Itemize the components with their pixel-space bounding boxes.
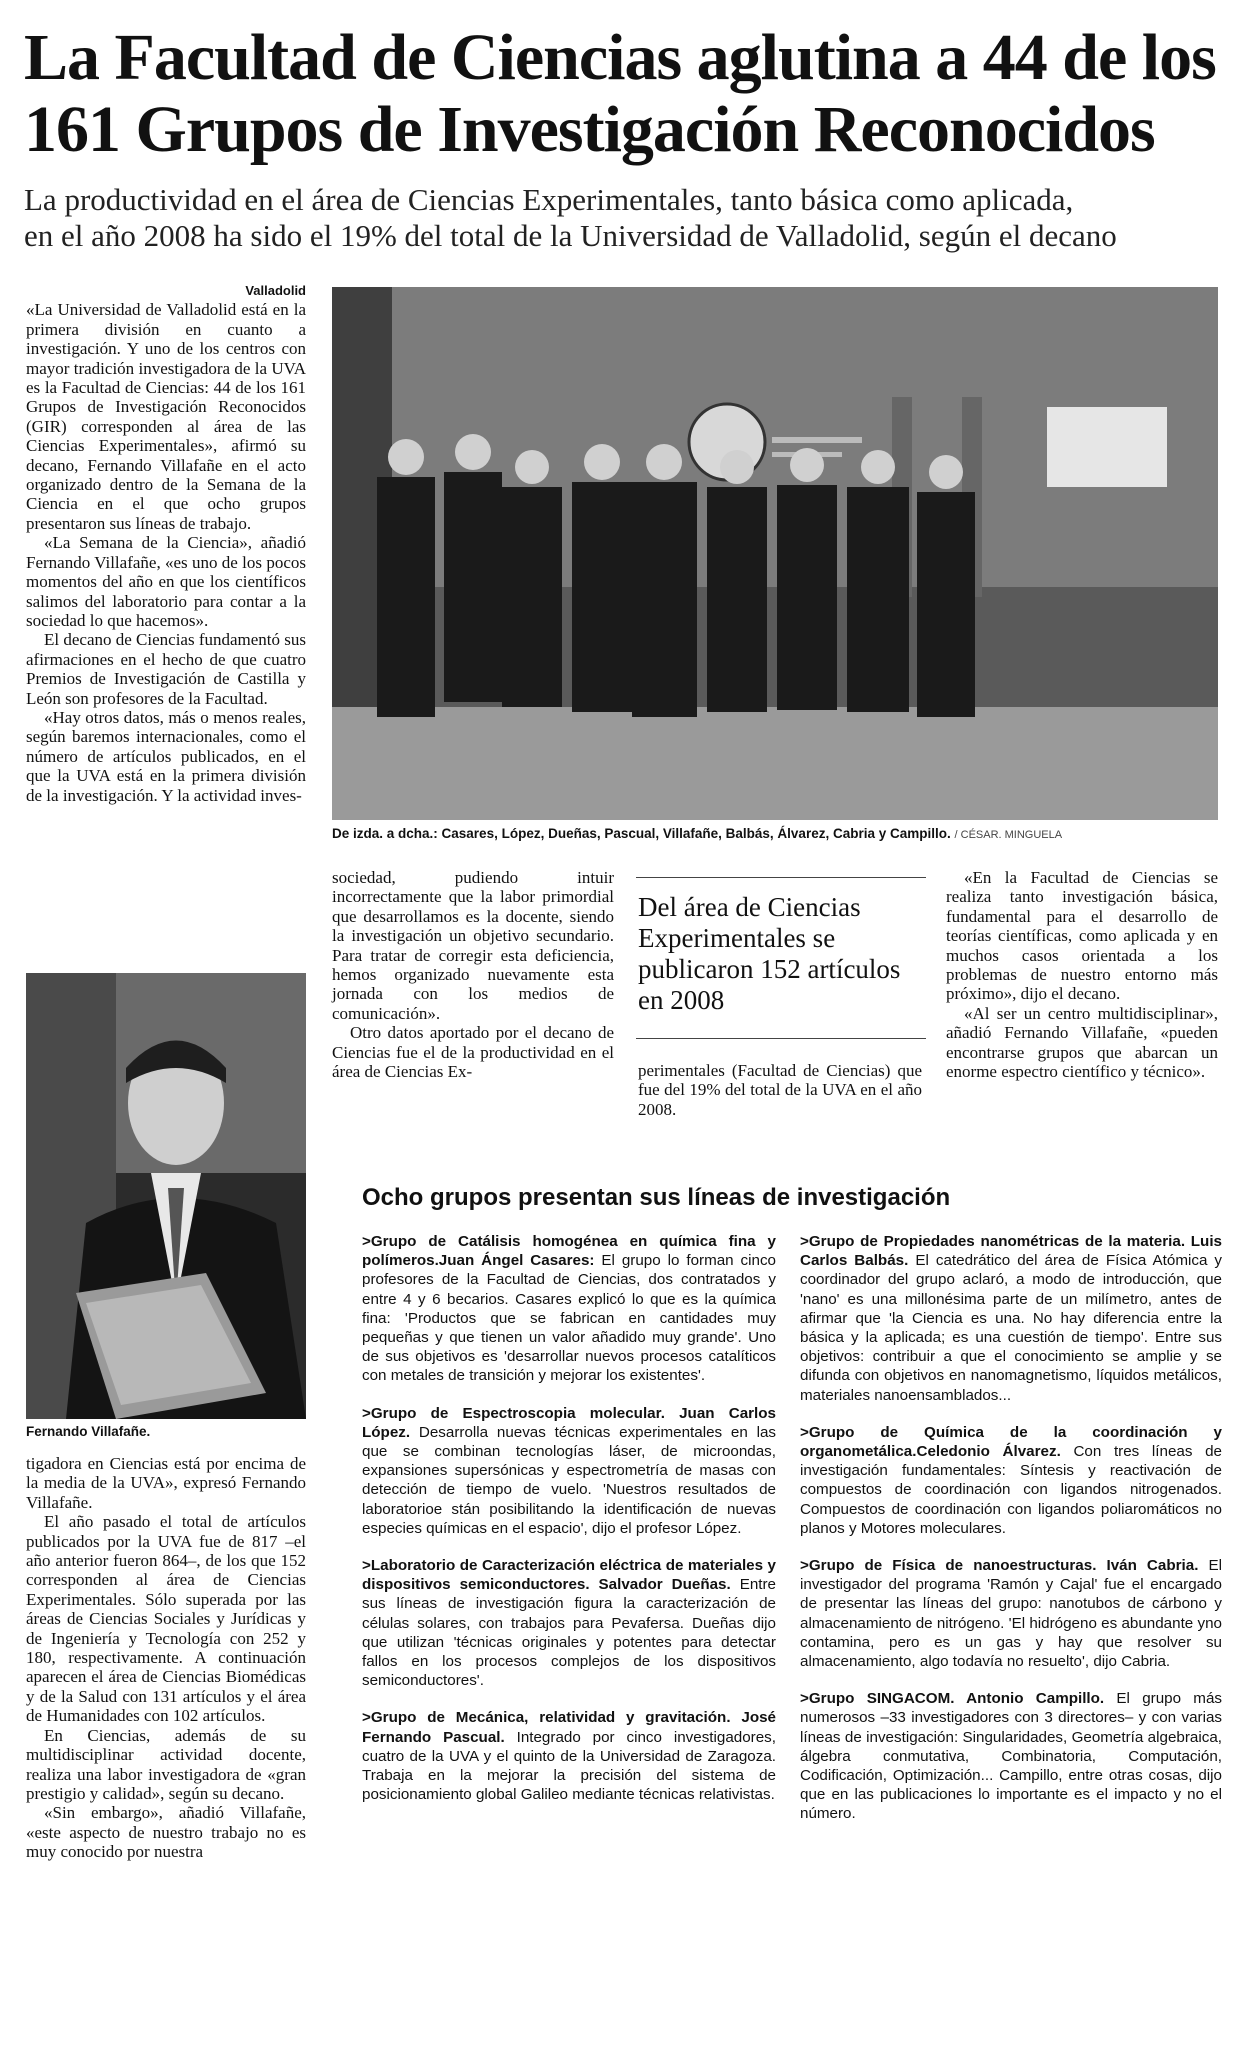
paragraph: «En la Facultad de Ciencias se realiza tanto investigación básica, fundamental para el desarrollo de teorías científicas, como aplicada y en muchos casos orientada a los problemas de nuestro entorno más próximo», dijo el decano. <box>946 868 1218 1004</box>
paragraph: El año pasado el total de artículos publicados por la UVA fue de 817 –el año anterior fueron 864–, de los que 152 corresponden al área de Ciencias Experimentales. Sólo superada por las áreas de Ciencias Sociales y Jurídicas y de Ingeniería y Tecnología con 252 y 180, respectivamente. A continuación aparecen el área de Ciencias Biomédicas y de la Salud con 131 artículos y el área de Humanidades con 102 artículos. <box>26 1512 306 1726</box>
subhead-line-1: La productividad en el área de Ciencias Experimentales, tanto básica como aplicada, <box>24 182 1074 217</box>
group-lead: >Grupo de Química de la coordinación y organometálica.Celedonio Álvarez. <box>800 1423 1222 1461</box>
group-lead: >Grupo SINGACOM. Antonio Campillo. <box>800 1690 1105 1708</box>
groups-left-column <box>362 1232 776 1822</box>
paragraph: El decano de Ciencias fundamentó sus afirmaciones en el hecho de que cuatro Premios de Investigación de Castilla y León son profesores de la Facultad. <box>26 630 307 708</box>
group-entry <box>800 1423 1222 1538</box>
group-lead: >Grupo de Propiedades nanométricas de la materia. Luis Carlos Balbás. <box>800 1233 1222 1270</box>
photo-credit: / CÉSAR. MINGUELA <box>954 829 1063 841</box>
pullquote: Del área de Ciencias Experimentales se publicaron 152 artículos en 2008 <box>638 892 901 1015</box>
portrait-caption: Fernando Villafañe. <box>26 1424 151 1439</box>
group-lead: >Laboratorio de Caracterización eléctrica de materiales y dispositivos semiconductores. Salvador Dueñas. <box>362 1557 776 1594</box>
group-text: El grupo lo forman cinco profesores de la Facultad de Ciencias, dos contratados y entre 4 y 6 becarios. Casares explicó lo que es la química fina: 'Productos que se fabrican en cantidades muy pequeñas y que tienen un valor añadido muy grande'. Uno de sus objetivos es 'desarrollar nuevos procesos catalíticos con metales de transición y mejorar los existentes'. <box>362 1252 776 1385</box>
group-lead: >Grupo de Espectroscopia molecular. Juan Carlos López. <box>362 1404 776 1441</box>
paragraph: «La Semana de la Ciencia», añadió Fernando Villafañe, «es uno de los pocos momentos del año en que los científicos salimos del laboratorio para contar a la sociedad lo que hacemos». <box>26 533 306 630</box>
paragraph: «Al ser un centro multidisciplinar», añadió Fernando Villafañe, «pueden encontrarse grupos que abarcan un enorme espectro científico y técnico». <box>946 1003 1218 1082</box>
group-lead: >Grupo de Física de nanoestructuras. Iván Cabria. <box>800 1557 1199 1575</box>
subhead-line-2: en el año 2008 ha sido el 19% del total de la Universidad de Valladolid, según el decano <box>24 218 1117 253</box>
group-text: El grupo más numerosos –33 investigadores con 3 directores– y con varias líneas de investigación: Singularidades, Geometría algebraica, álgebra conmutativa, Combinatoria, Computación, Codificación, Optimización... Campillo, entre otras cosas, dijo que en las publicaciones lo importante es el impacto y no el número. <box>800 1690 1222 1823</box>
paragraph: sociedad, pudiendo intuir incorrectamente que la labor primordial que desarrollamos es la docente, siendo la investigación un objetivo secundario. Para tratar de corregir esta deficiencia, hemos organizado nuevamente esta jornada con los medios de comunicación». <box>332 868 614 1023</box>
subheadline <box>24 182 1224 254</box>
headline <box>24 22 1224 166</box>
headline-line-1: La Facultad de Ciencias aglutina a 44 de los <box>24 21 1216 94</box>
group-lead: >Grupo de Catálisis homogénea en química fina y polímeros.Juan Ángel Casares: <box>362 1233 776 1270</box>
group-entry <box>362 1556 776 1690</box>
group-photo-icon <box>332 287 1218 820</box>
group-text: Entre sus líneas de investigación figura la caracterización de células solares, con trabajos para Pevafersa. Dueñas dijo que utilizan 'técnicas originales y potentes para detectar fallos en los procesos complejos de los dispositivos semiconductores'. <box>362 1576 777 1690</box>
group-entry <box>362 1232 776 1386</box>
groups-right-column <box>800 1232 1222 1842</box>
column-2 <box>332 868 614 1081</box>
column-3 <box>638 1061 922 1119</box>
pullquote-rule-top <box>636 877 926 878</box>
groups-section-title: Ocho grupos presentan sus líneas de investigación <box>362 1184 951 1211</box>
column-1-bottom <box>26 1454 306 1862</box>
group-lead: >Grupo de Mecánica, relatividad y gravitación. José Fernando Pascual. <box>362 1709 776 1746</box>
group-entry <box>800 1232 1222 1405</box>
group-text: Integrado por cinco investigadores, cuatro de la UVA y el quinto de la Universidad de Zaragoza. Trabaja en la mejorar la precisión del sistema de posicionamiento global Galileo mediante técnicas relativistas. <box>362 1728 776 1804</box>
portrait-photo <box>26 973 306 1419</box>
group-text: El catedrático del área de Física Atómica y coordinador del grupo aclaró, a modo de introducción, que 'nano' es una millonésima parte de un milímetro, antes de afirmar que 'la Ciencia es una. No hay diferencia entre la básica y la aplicada; es una cuestión de tiempo'. Entre sus objetivos: contribuir a que el conocimiento se amplie y se difunda con objetivos en nanomagnetismo, líquidos metálicos, materiales nanoensamblados... <box>800 1252 1223 1404</box>
group-entry <box>362 1404 776 1538</box>
group-entry <box>362 1708 776 1804</box>
paragraph: «Sin embargo», añadió Villafañe, «este aspecto de nuestro trabajo no es muy conocido por nuestra <box>26 1803 306 1862</box>
group-entry <box>800 1556 1222 1671</box>
paragraph: «Hay otros datos, más o menos reales, según baremos internacionales, como el número de artículos publicados, en el que la UVA está en la primera división de la investigación. Y la actividad inves- <box>26 707 306 805</box>
group-photo-caption <box>332 826 1218 841</box>
paragraph: tigadora en Ciencias está por encima de la media de la UVA», expresó Fernando Villafañe. <box>26 1454 306 1512</box>
paragraph: «La Universidad de Valladolid está en la primera división en cuanto a investigación. Y uno de los centros con mayor tradición investigadora de la UVA es la Facultad de Ciencias: 44 de los 161 Grupos de Investigación Reconocidos (GIR) corresponden al área de las Ciencias Experimentales», afirmó su decano, Fernando Villafañe en el acto organizado dentro de la Semana de la Ciencia en el que ocho grupos presentaron sus líneas de trabajo. <box>26 300 306 533</box>
paragraph: perimentales (Facultad de Ciencias) que fue del 19% del total de la UVA en el año 2008. <box>638 1061 922 1119</box>
portrait-photo-icon <box>26 973 306 1419</box>
group-photo <box>332 287 1218 820</box>
dateline: Valladolid <box>245 283 306 298</box>
headline-line-2: 161 Grupos de Investigación Reconocidos <box>24 93 1155 166</box>
column-4 <box>946 868 1218 1081</box>
paragraph: Otro datos aportado por el decano de Ciencias fue el de la productividad en el área de Ciencias Ex- <box>332 1023 614 1082</box>
group-text: El investigador del programa 'Ramón y Cajal' fue el encargado de presentar las líneas del grupo: nanotubos de cárbono y almacenamiento de nitrógeno. 'El hidrógeno es abundante yno contamina, pero es un gas y hay que resolver su almacenamiento, algo todavía no resuelto', dijo Cabria. <box>800 1557 1222 1671</box>
group-entry <box>800 1689 1222 1823</box>
paragraph: En Ciencias, además de su multidisciplinar actividad docente, realiza una labor investigadora de «gran prestigio y calidad», según su decano. <box>26 1725 306 1803</box>
group-text: Desarrolla nuevas técnicas experimentales en las que se combinan tecnologías láser, de microondas, expansiones supersónicas y espectrometría de masas con detección de tiempo de vuelo. 'Nuestros resultados de laboratorioe stán posibilitando la identificación de nuevas especies químicas en el espacio', dijo el profesor López. <box>362 1423 776 1537</box>
group-text: Con tres líneas de investigación fundamentales: Síntesis y reactivación de compuestos de coordinación con ligandos nitrogenados. Compuestos de coordinación con ligandos poliaromáticos no planos y Motores moleculares. <box>800 1443 1222 1537</box>
photo-caption-text: De izda. a dcha.: Casares, López, Dueñas, Pascual, Villafañe, Balbás, Álvarez, Cabria y Campillo. <box>332 826 951 841</box>
pullquote-rule-bottom <box>636 1038 926 1039</box>
column-1-top <box>26 281 306 805</box>
